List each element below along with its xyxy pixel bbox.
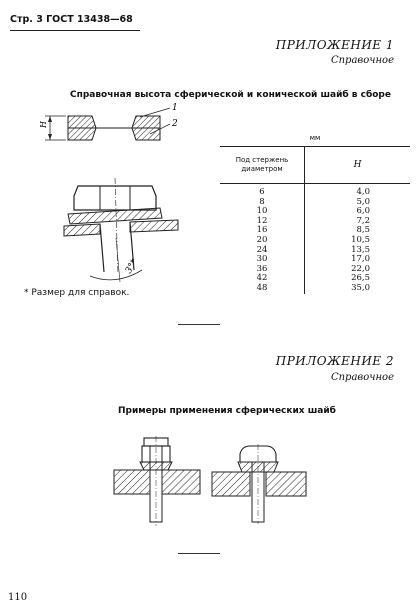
table-cell-diameter: 10 (256, 206, 268, 217)
application-example-left (112, 436, 204, 526)
column-header-diameter-line-2: диаметром (241, 165, 283, 173)
table-header (220, 146, 410, 184)
table-cell-height: 8,5 (356, 225, 370, 236)
column-header-h: H (304, 147, 410, 183)
table-cell-height: 22,0 (351, 263, 370, 274)
washer-section-drawing (40, 100, 180, 150)
table-cell-diameter: 6 (259, 187, 265, 197)
footnote: * Размер для справок. (24, 288, 130, 298)
washer-height-table (220, 134, 410, 294)
callout-2: 2 (172, 119, 178, 129)
appendix-1-title: ПРИЛОЖЕНИЕ 1 (275, 38, 394, 52)
table-cell-height: 13,5 (351, 244, 370, 255)
bottom-divider (178, 553, 220, 554)
table-cell-height: 26,5 (351, 273, 370, 284)
table-body (220, 184, 410, 294)
table-cell-height: 10,5 (351, 234, 370, 245)
appendix-2-title: ПРИЛОЖЕНИЕ 2 (275, 354, 394, 368)
table-cell-height: 6,0 (356, 206, 370, 217)
angle-label: 3°* (123, 257, 140, 276)
application-example-right (210, 444, 308, 524)
column-header-diameter (220, 147, 304, 183)
table-cell-height: 5,0 (356, 196, 370, 207)
table-cell-diameter: 30 (256, 254, 268, 265)
table-cell-height: 7,2 (356, 215, 370, 226)
table-cell-diameter: 16 (256, 225, 268, 236)
header-rule (10, 30, 140, 31)
diameter-column (220, 184, 304, 294)
column-header-diameter-line-1: Под стержень (235, 156, 289, 164)
table-cell-diameter: 20 (256, 234, 268, 245)
table-cell-diameter: 48 (256, 282, 268, 293)
table-cell-diameter: 24 (256, 244, 268, 255)
table-cell-diameter: 42 (256, 273, 268, 284)
height-column (304, 184, 410, 294)
table-cell-diameter: 8 (259, 196, 265, 207)
table-unit: мм (309, 134, 321, 142)
table-cell-diameter: 12 (256, 215, 268, 226)
section-divider (178, 324, 220, 325)
callout-1: 1 (172, 103, 178, 113)
table-cell-height: 17,0 (351, 254, 370, 265)
appendix-1-subtitle: Справочное (330, 55, 394, 66)
bolt-tilt-drawing (60, 178, 190, 288)
page-header: Стр. 3 ГОСТ 13438—68 (10, 14, 133, 25)
appendix-1-section-title: Справочная высота сферической и конической шайб в сборе (70, 90, 391, 100)
appendix-2-section-title: Примеры применения сферических шайб (118, 406, 336, 416)
table-cell-diameter: 36 (256, 263, 268, 274)
table-cell-height: 4,0 (356, 187, 370, 197)
dimension-label-h: H (39, 121, 48, 128)
page-number: 110 (8, 592, 28, 603)
appendix-2-subtitle: Справочное (330, 372, 394, 383)
table-cell-height: 35,0 (351, 282, 370, 293)
